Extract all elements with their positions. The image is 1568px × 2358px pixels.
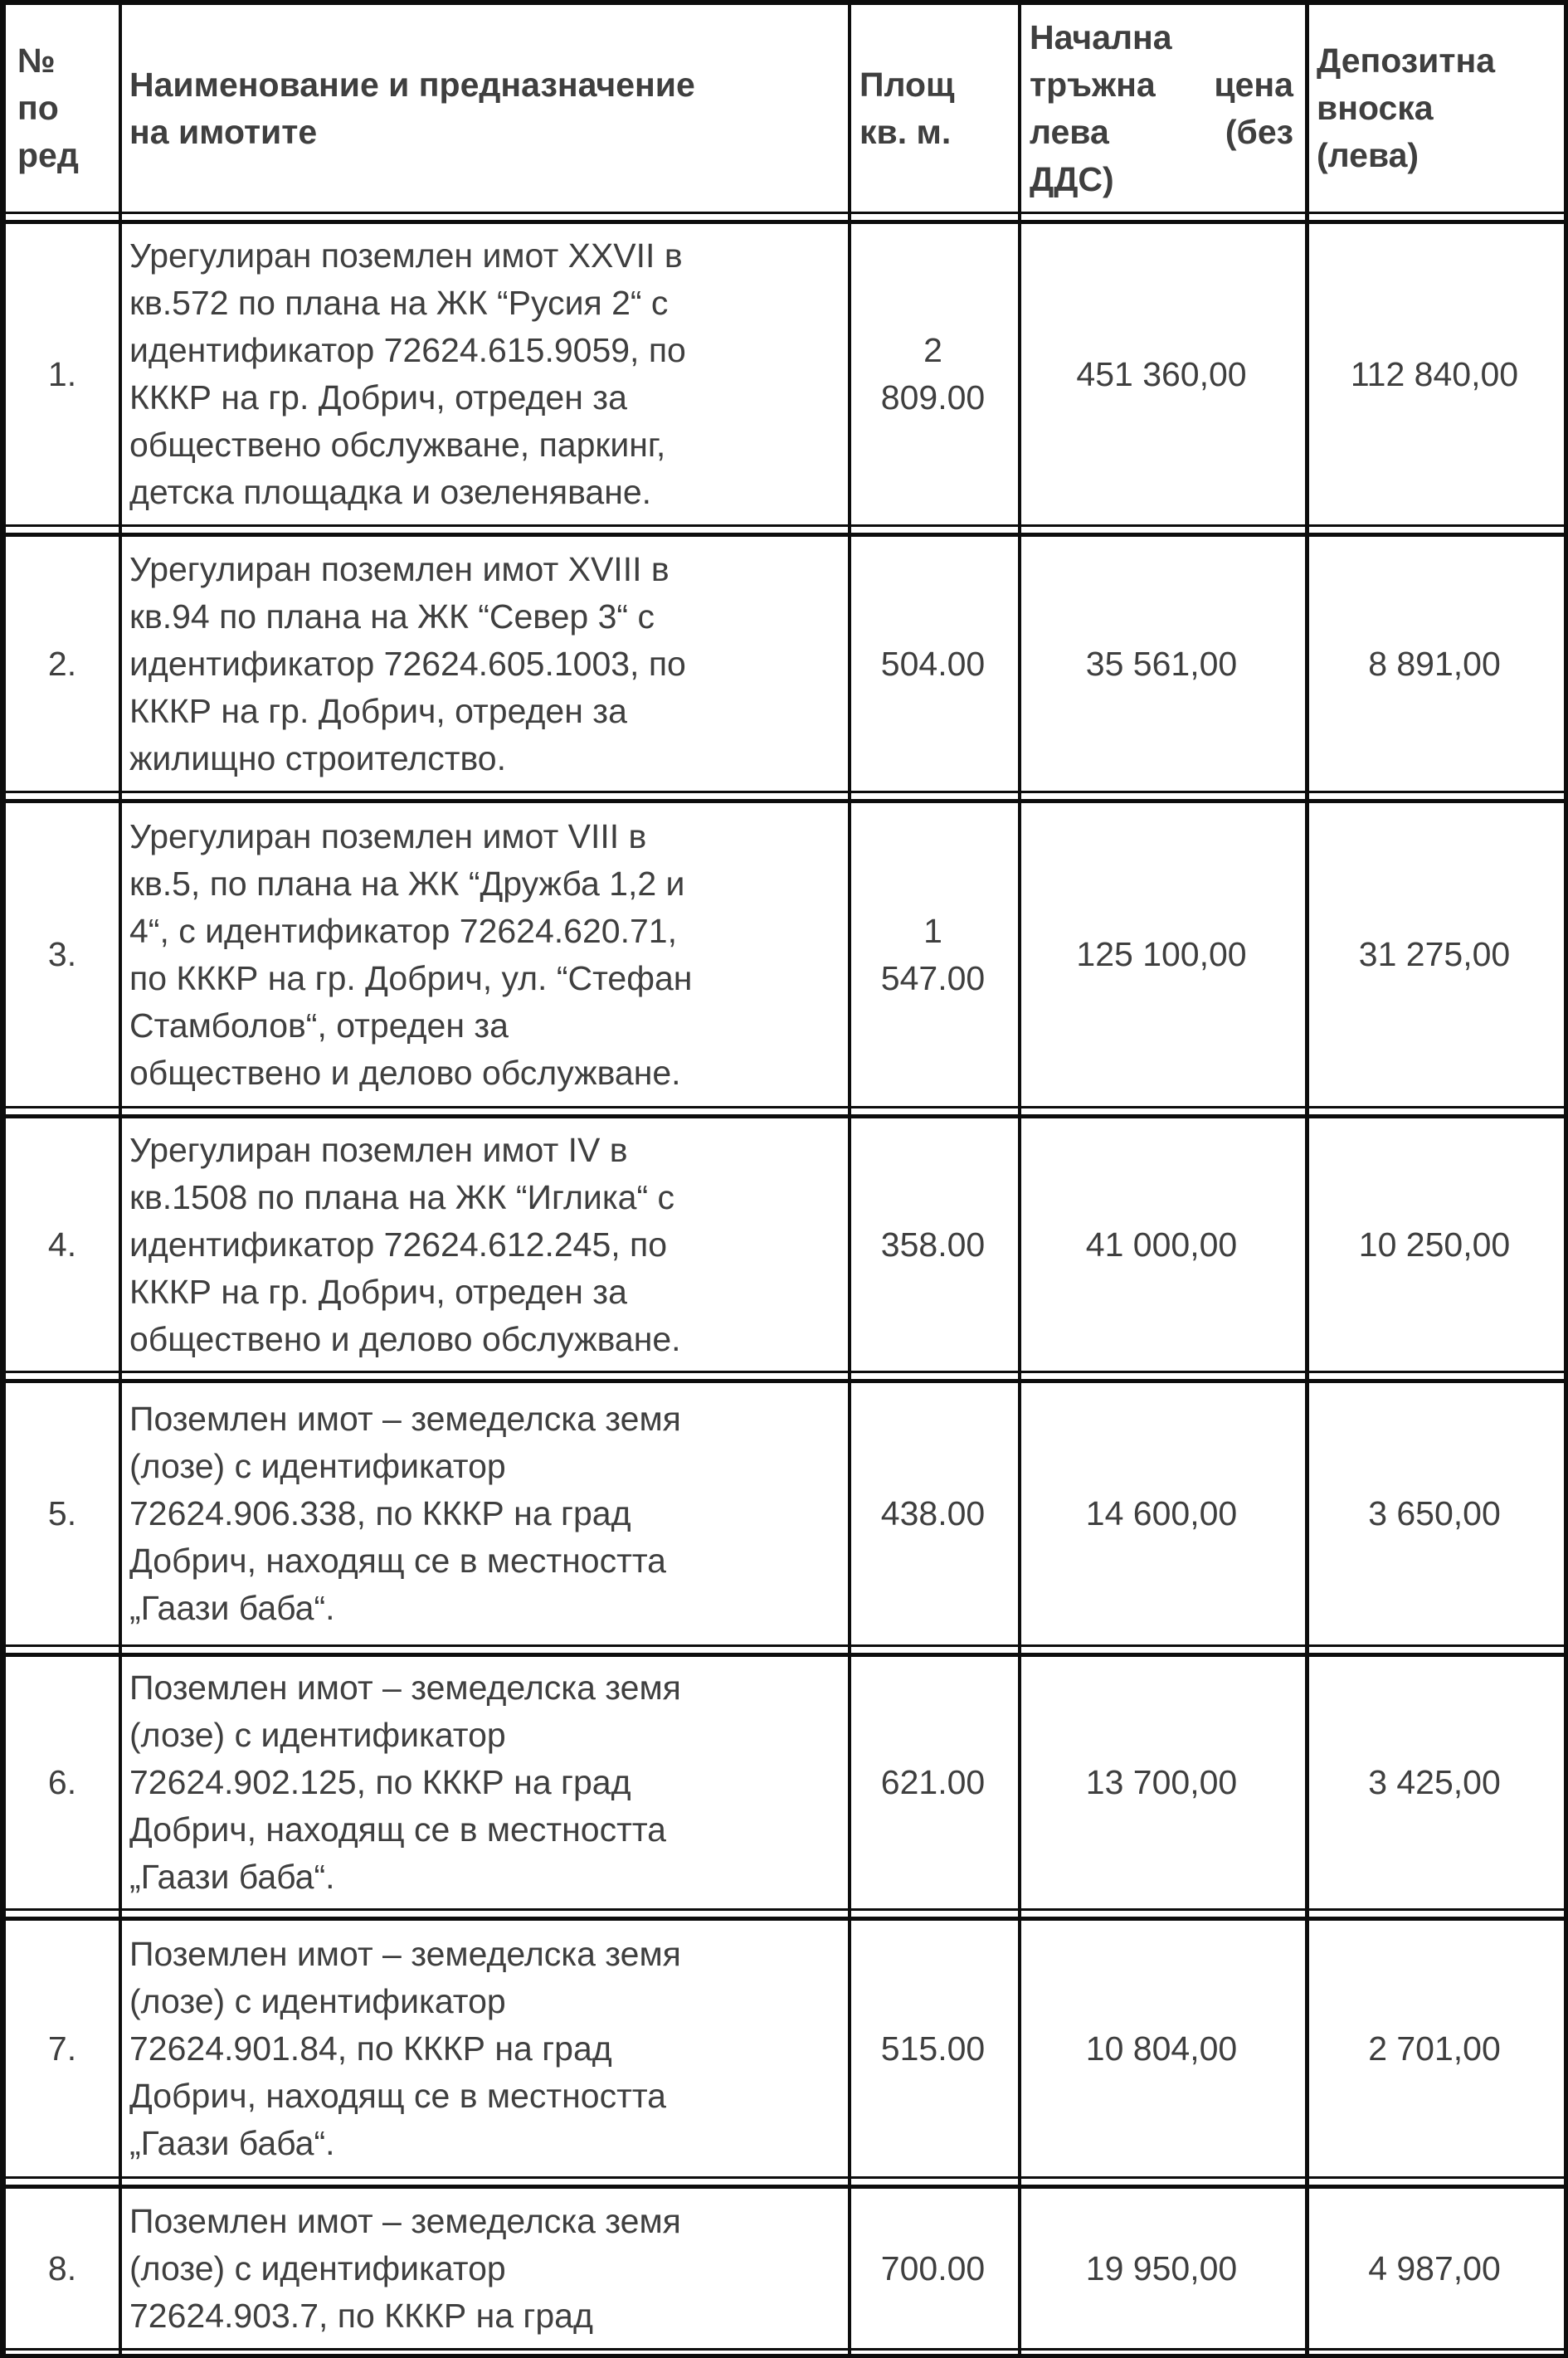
text-line: Поземлен имот – земеделска земя xyxy=(129,2201,681,2240)
text-line: кв.5, по плана на ЖК “Дружба 1,2 и xyxy=(129,864,685,903)
text-line: КККР на гр. Добрич, отреден за xyxy=(129,1272,627,1311)
table-row xyxy=(6,1118,1564,1371)
text-line: (лозе) с идентификатор xyxy=(129,2248,506,2287)
text-line: 515.00 xyxy=(880,2029,986,2068)
text-line: кв.572 по плана на ЖК “Русия 2“ с xyxy=(129,284,669,322)
row-number-cell: 8. xyxy=(47,2248,77,2287)
table xyxy=(6,5,1564,2358)
text-line: по КККР на гр. Добрич, ул. “Стефан xyxy=(129,958,693,997)
table-row xyxy=(6,1657,1564,1908)
row-number-cell: 4. xyxy=(47,1225,77,1264)
text-line: Урегулиран поземлен имот VIII в xyxy=(129,816,647,855)
row-separator xyxy=(6,1644,1564,1657)
text-line: (лозе) с идентификатор xyxy=(129,1981,506,2020)
table-row xyxy=(6,1383,1564,1644)
table-left-border xyxy=(0,0,6,2358)
text-line: 438.00 xyxy=(880,1494,986,1532)
text-line: кв.1508 по плана на ЖК “Иглика“ с xyxy=(129,1177,675,1216)
text-line: обществено и делово обслужване. xyxy=(129,1053,681,1092)
text-line: Добрич, находящ се в местността xyxy=(129,1542,666,1580)
text-line: 809.00 xyxy=(880,378,986,417)
row-area-cell xyxy=(848,803,1018,1106)
table-row xyxy=(6,2189,1564,2348)
text-line: „Гаази баба“. xyxy=(129,1858,335,1896)
text-line: обществено обслужване, паркинг, xyxy=(129,426,666,464)
text-line: 1 xyxy=(923,911,942,950)
text-line: Поземлен имот – земеделска земя xyxy=(129,1934,681,1973)
row-deposit-cell: 31 275,00 xyxy=(1358,935,1511,973)
text-line: Стамболов“, отреден за xyxy=(129,1006,509,1045)
text-line: обществено и делово обслужване. xyxy=(129,1319,681,1358)
text-line: „Гаази баба“. xyxy=(129,2123,335,2162)
text-line: (лозе) с идентификатор xyxy=(129,1716,506,1754)
row-separator xyxy=(6,1371,1564,1383)
row-description-cell xyxy=(119,1921,848,2176)
text-line: Площ xyxy=(859,65,955,104)
text-line: 72624.901.84, по КККР на град xyxy=(129,2029,612,2068)
row-area-cell xyxy=(848,1921,1018,2176)
row-price-cell: 41 000,00 xyxy=(1085,1225,1238,1264)
row-deposit-cell: 10 250,00 xyxy=(1358,1225,1511,1264)
row-deposit-cell: 3 425,00 xyxy=(1368,1763,1501,1801)
row-number-cell: 2. xyxy=(47,644,77,683)
table-row xyxy=(6,803,1564,1106)
row-price-cell: 19 950,00 xyxy=(1085,2248,1238,2287)
text-line: детска площадка и озеленяване. xyxy=(129,473,652,511)
header-col-area xyxy=(848,5,1018,212)
text-line: Добрич, находящ се в местността xyxy=(129,1810,666,1849)
header-col-name xyxy=(119,5,848,212)
row-number-cell: 7. xyxy=(47,2029,77,2068)
text-line: КККР на гр. Добрич, отреден за xyxy=(129,691,627,730)
text-line: Наименование и предназначение xyxy=(129,65,695,104)
text-line: Урегулиран поземлен имот IV в xyxy=(129,1130,628,1169)
row-deposit-cell: 3 650,00 xyxy=(1368,1494,1501,1532)
text-line: „Гаази баба“. xyxy=(129,1589,335,1627)
row-description-cell xyxy=(119,1383,848,1644)
text-line: Поземлен имот – земеделска земя xyxy=(129,1669,681,1707)
text-line: ДДС) xyxy=(1030,159,1114,198)
row-price-cell: 13 700,00 xyxy=(1085,1763,1238,1801)
text-line: 72624.906.338, по КККР на град xyxy=(129,1494,631,1532)
table-top-border xyxy=(0,0,1568,5)
row-area-cell xyxy=(848,2189,1018,2348)
text-line: идентификатор 72624.605.1003, по xyxy=(129,644,686,683)
text-line: идентификатор 72624.615.9059, по xyxy=(129,331,686,369)
text-line: (лева) xyxy=(1317,136,1419,174)
row-separator xyxy=(6,1908,1564,1921)
table-row xyxy=(6,1921,1564,2176)
row-separator xyxy=(6,791,1564,803)
text-line: (лозе) с идентификатор xyxy=(129,1447,506,1485)
table-right-border xyxy=(1564,0,1568,2358)
text-line: идентификатор 72624.612.245, по xyxy=(129,1225,668,1264)
text-line: вноска xyxy=(1317,89,1434,127)
text-line: Урегулиран поземлен имот XVIII в xyxy=(129,549,670,588)
row-price-cell: 35 561,00 xyxy=(1085,644,1238,683)
text-line: 72624.902.125, по КККР на град xyxy=(129,1763,631,1801)
text-line: Добрич, находящ се в местността xyxy=(129,2076,666,2115)
text-line: жилищно строителство. xyxy=(129,738,506,777)
row-price-cell: 10 804,00 xyxy=(1085,2029,1238,2068)
row-description-cell xyxy=(119,2189,848,2348)
row-price-cell: 125 100,00 xyxy=(1076,935,1247,973)
text-line: ред xyxy=(17,136,79,174)
text-line: 700.00 xyxy=(880,2248,986,2287)
text-line: Поземлен имот – земеделска земя xyxy=(129,1400,681,1438)
row-number-cell: 5. xyxy=(47,1494,77,1532)
text-line: 504.00 xyxy=(880,644,986,683)
text-line: № xyxy=(17,41,56,80)
text-line: КККР на гр. Добрич, отреден за xyxy=(129,378,627,417)
text-line: на имотите xyxy=(129,112,318,151)
text-line: 4“, с идентификатор 72624.620.71, xyxy=(129,911,677,950)
text-line: 547.00 xyxy=(880,958,986,997)
row-description-cell xyxy=(119,803,848,1106)
row-area-cell xyxy=(848,1383,1018,1644)
text-line: тръжна цена xyxy=(1030,65,1293,104)
text-line: 358.00 xyxy=(880,1225,986,1264)
header-col-number xyxy=(6,5,119,212)
text-line: 621.00 xyxy=(880,1763,986,1801)
header-col-deposit xyxy=(1305,5,1564,212)
header-col-start-price xyxy=(1018,5,1305,212)
text-line: Урегулиран поземлен имот XXVII в xyxy=(129,236,683,275)
row-description-cell xyxy=(119,224,848,524)
row-description-cell xyxy=(119,537,848,791)
row-description-cell xyxy=(119,1118,848,1371)
row-area-cell xyxy=(848,1118,1018,1371)
text-line: по xyxy=(17,89,59,127)
row-deposit-cell: 8 891,00 xyxy=(1368,644,1501,683)
row-price-cell: 451 360,00 xyxy=(1076,354,1247,393)
row-deposit-cell: 2 701,00 xyxy=(1368,2029,1501,2068)
table-bottom-edge xyxy=(6,2354,1564,2358)
row-separator xyxy=(6,524,1564,537)
row-deposit-cell: 112 840,00 xyxy=(1350,354,1519,393)
text-line: кв.94 по плана на ЖК “Север 3“ с xyxy=(129,597,655,636)
text-line: Начална xyxy=(1030,17,1172,56)
row-area-cell xyxy=(848,1657,1018,1908)
row-number-cell: 3. xyxy=(47,935,77,973)
table-row xyxy=(6,224,1564,524)
row-separator xyxy=(6,212,1564,224)
row-description-cell xyxy=(119,1657,848,1908)
row-deposit-cell: 4 987,00 xyxy=(1368,2248,1501,2287)
row-area-cell xyxy=(848,537,1018,791)
text-line: 72624.903.7, по КККР на град xyxy=(129,2296,593,2335)
row-separator xyxy=(6,1106,1564,1118)
row-number-cell: 6. xyxy=(47,1763,77,1801)
text-line: Депозитна xyxy=(1317,41,1496,80)
text-line: лева (без xyxy=(1030,112,1293,151)
row-separator xyxy=(6,2176,1564,2189)
text-line: кв. м. xyxy=(859,112,952,151)
row-number-cell: 1. xyxy=(47,354,77,393)
table-row xyxy=(6,537,1564,791)
row-price-cell: 14 600,00 xyxy=(1085,1494,1238,1532)
row-area-cell xyxy=(848,224,1018,524)
text-line: 2 xyxy=(923,331,942,369)
table-header-row xyxy=(6,5,1564,212)
